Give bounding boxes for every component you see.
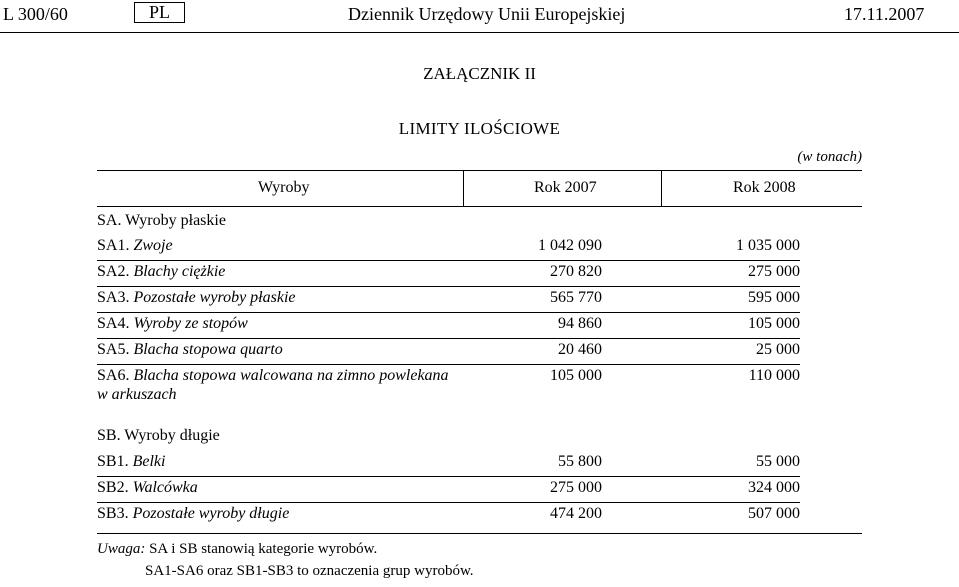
row-code: SB3. <box>97 505 129 522</box>
table-row <box>97 341 283 359</box>
value-2007: 275 000 <box>550 479 602 496</box>
header-rule <box>0 32 959 33</box>
row-code: SB1. <box>97 453 129 470</box>
column-divider-2 <box>661 170 662 206</box>
value-2007: 565 770 <box>550 289 602 306</box>
table-row <box>97 453 165 471</box>
table-row <box>97 315 248 333</box>
value-2008: 275 000 <box>748 263 800 280</box>
value-2007: 94 860 <box>558 315 602 332</box>
value-2007: 270 820 <box>550 263 602 280</box>
page-number: L 300/60 <box>3 4 68 24</box>
row-name: Blachy ciężkie <box>133 263 226 280</box>
row-name: Blacha stopowa walcowana na zimno powlekana <box>133 367 449 384</box>
table-row <box>97 505 289 523</box>
table-row <box>97 367 449 385</box>
table-row <box>97 263 225 281</box>
column-divider-1 <box>463 170 464 206</box>
value-2007: 474 200 <box>550 505 602 522</box>
section-label-sa: SA. Wyroby płaskie <box>97 212 226 229</box>
value-2008: 324 000 <box>748 479 800 496</box>
column-header-products: Wyroby <box>258 179 310 196</box>
row-code: SA4. <box>97 315 130 332</box>
footnote-label: Uwaga: <box>97 541 146 557</box>
row-code: SA2. <box>97 263 130 280</box>
annex-title: ZAŁĄCZNIK II <box>423 64 536 83</box>
publication-date: 17.11.2007 <box>844 4 925 24</box>
value-2007: 55 800 <box>558 453 602 470</box>
row-rule <box>97 338 800 339</box>
value-2007: 1 042 090 <box>538 237 602 254</box>
table-row <box>97 289 296 307</box>
column-header-2008: Rok 2008 <box>733 179 796 196</box>
value-2008: 110 000 <box>748 367 800 384</box>
row-rule <box>97 286 800 287</box>
journal-title: Dziennik Urzędowy Unii Europejskiej <box>348 4 626 24</box>
section-label-sb: SB. Wyroby długie <box>97 427 220 444</box>
value-2007: 20 460 <box>558 341 602 358</box>
table-header-rule <box>97 206 862 207</box>
table-title: LIMITY ILOŚCIOWE <box>398 119 561 138</box>
row-name: Pozostałe wyroby długie <box>132 505 290 522</box>
row-rule <box>97 364 800 365</box>
row-name: Pozostałe wyroby płaskie <box>133 289 296 306</box>
row-name: Zwoje <box>133 237 173 254</box>
value-2008: 25 000 <box>756 341 800 358</box>
unit-note: (w tonach) <box>797 149 862 165</box>
row-name: Blacha stopowa quarto <box>133 341 283 358</box>
row-name: Walcówka <box>132 479 198 496</box>
table-bottom-rule <box>97 533 862 534</box>
row-code: SB2. <box>97 479 129 496</box>
table-row <box>97 479 198 497</box>
row-code: SA6. <box>97 367 130 384</box>
row-name: Wyroby ze stopów <box>133 315 248 332</box>
language-code: PL <box>134 2 185 23</box>
table-top-rule <box>97 170 862 171</box>
value-2007: 105 000 <box>550 367 602 384</box>
row-code: SA3. <box>97 289 130 306</box>
row-name-continued: w arkuszach <box>97 386 177 403</box>
table-row <box>97 237 173 255</box>
footnote-line-1 <box>97 541 377 558</box>
row-rule <box>97 502 800 503</box>
value-2008: 595 000 <box>748 289 800 306</box>
row-rule <box>97 260 800 261</box>
row-rule <box>97 476 800 477</box>
row-code: SA5. <box>97 341 130 358</box>
footnote-text-2: SA1-SA6 oraz SB1-SB3 to oznaczenia grup wyrobów. <box>145 563 474 579</box>
value-2008: 507 000 <box>748 505 800 522</box>
column-header-2007: Rok 2007 <box>534 179 597 196</box>
value-2008: 105 000 <box>748 315 800 332</box>
value-2008: 55 000 <box>756 453 800 470</box>
row-name: Belki <box>132 453 166 470</box>
footnote-text-1: SA i SB stanowią kategorie wyrobów. <box>149 541 378 557</box>
value-2008: 1 035 000 <box>736 237 800 254</box>
row-rule <box>97 312 800 313</box>
row-code: SA1. <box>97 237 130 254</box>
